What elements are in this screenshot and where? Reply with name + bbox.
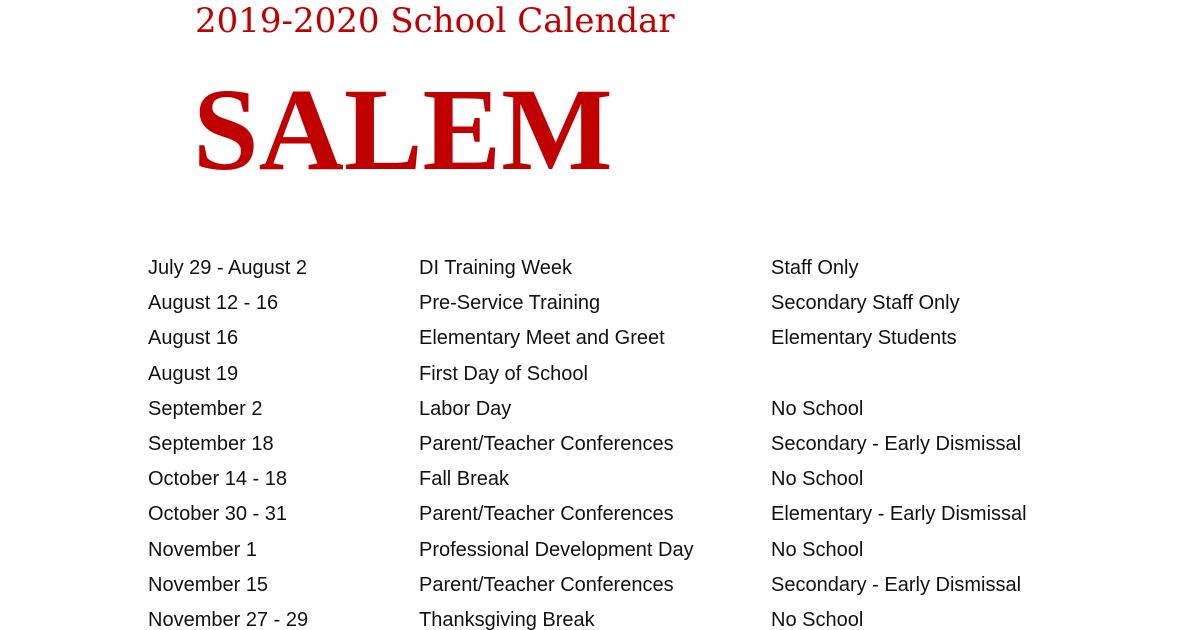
row-date: November 15 xyxy=(148,573,269,596)
row-note: No School xyxy=(771,468,864,491)
row-date: November 1 xyxy=(148,538,257,561)
row-event: Thanksgiving Break xyxy=(419,608,595,630)
row-note: Staff Only xyxy=(771,257,859,279)
row-date: July 29 - August 2 xyxy=(148,257,307,279)
row-note: Secondary Staff Only xyxy=(771,292,960,315)
row-date: November 27 - 29 xyxy=(148,608,309,630)
row-event: Professional Development Day xyxy=(419,538,694,561)
row-date: August 12 - 16 xyxy=(148,292,279,315)
row-note: Secondary - Early Dismissal xyxy=(771,573,1022,596)
row-note: Elementary - Early Dismissal xyxy=(771,503,1027,526)
row-event: Labor Day xyxy=(419,397,512,420)
row-note: Elementary Students xyxy=(771,327,957,350)
row-event: Parent/Teacher Conferences xyxy=(419,432,674,455)
row-event: First Day of School xyxy=(419,362,588,385)
row-date: September 18 xyxy=(148,432,274,455)
row-date: September 2 xyxy=(148,397,263,420)
calendar-subtitle: 2019-2020 School Calendar xyxy=(195,1,675,41)
row-note: No School xyxy=(771,397,864,420)
row-date: August 16 xyxy=(148,327,239,350)
row-event: Pre-Service Training xyxy=(419,292,601,315)
row-date: October 14 - 18 xyxy=(148,468,287,491)
row-event: Fall Break xyxy=(419,468,510,491)
row-note: No School xyxy=(771,608,864,630)
row-event: Elementary Meet and Greet xyxy=(419,327,665,350)
row-event: DI Training Week xyxy=(419,257,573,279)
row-note: No School xyxy=(771,538,864,561)
row-date: August 19 xyxy=(148,362,239,385)
school-name-title: SALEM xyxy=(193,64,613,195)
row-event: Parent/Teacher Conferences xyxy=(419,573,674,596)
row-note: Secondary - Early Dismissal xyxy=(771,432,1022,455)
row-date: October 30 - 31 xyxy=(148,503,287,526)
row-event: Parent/Teacher Conferences xyxy=(419,503,674,526)
